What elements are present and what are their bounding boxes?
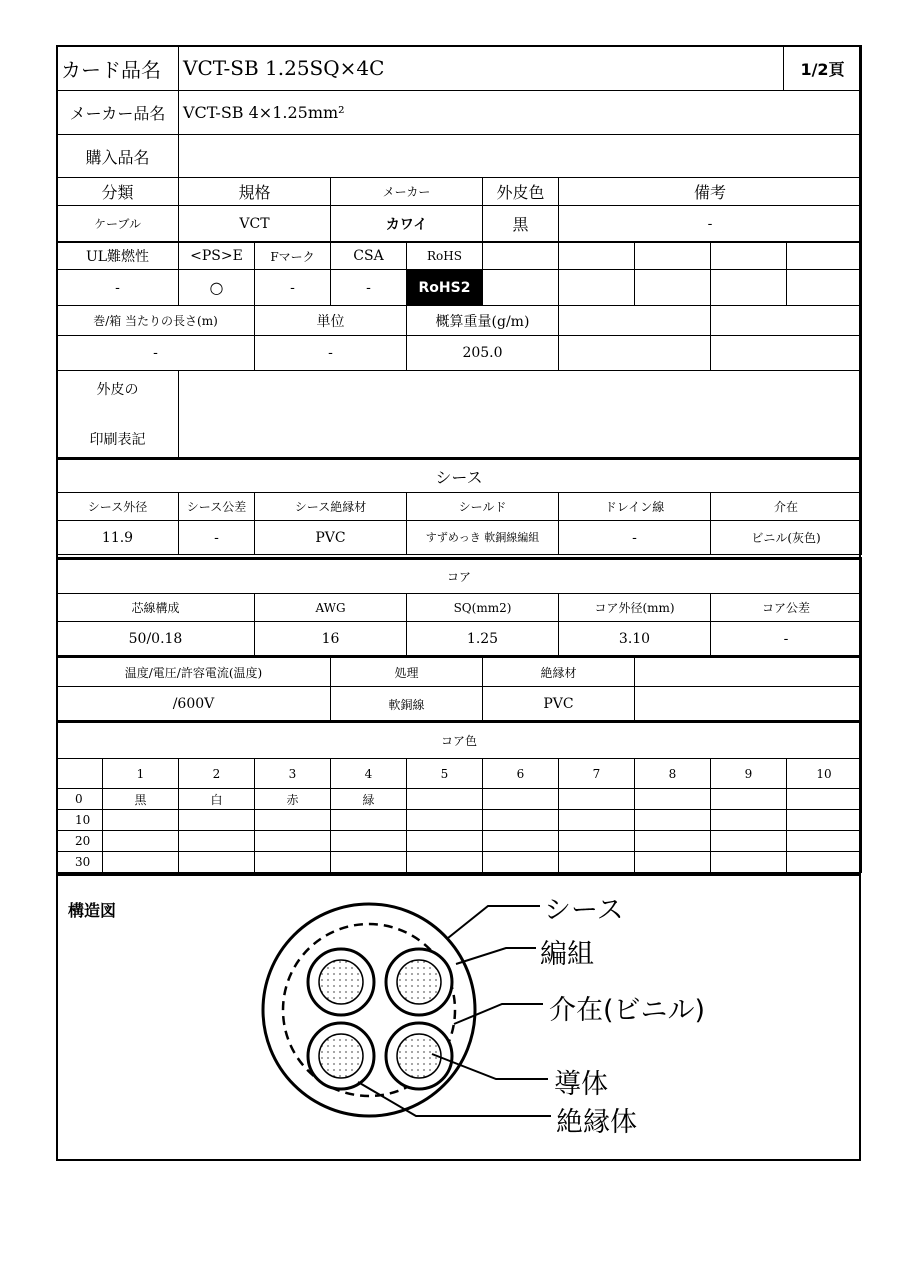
core-3: [308, 1023, 374, 1089]
class-value: カワイ: [331, 206, 483, 242]
core-table: [56, 557, 862, 657]
core-header: AWG: [255, 594, 407, 622]
cert-empty: [483, 243, 559, 270]
sheath-circle: [263, 904, 475, 1116]
core-color-row-label: 30: [57, 852, 103, 873]
length-header: 単位: [255, 306, 407, 336]
sheath-title: シース: [57, 459, 862, 493]
rating-empty: [635, 687, 862, 722]
core-color-cell: [331, 810, 407, 831]
rohs-badge: RoHS2: [407, 270, 483, 306]
cert-empty: [635, 243, 711, 270]
core-color-cell: [331, 831, 407, 852]
print-label-line1: 外皮の: [96, 382, 139, 398]
label-braid: 編組: [540, 939, 594, 970]
sheath-value: すずめっき 軟銅線編組: [407, 521, 559, 555]
cert-value: -: [255, 270, 331, 306]
maker-name-label: メーカー品名: [57, 91, 179, 135]
cert-table: [56, 242, 862, 306]
class-value: 黒: [483, 206, 559, 242]
cert-empty: [559, 270, 635, 306]
core-color-cell: [407, 789, 483, 810]
core-color-row: [57, 852, 862, 873]
core-color-row: [57, 831, 862, 852]
core-color-row: [57, 810, 862, 831]
core-color-row: [57, 789, 862, 810]
length-empty: [559, 336, 711, 371]
core-4: [386, 1023, 452, 1089]
core-color-cell: [103, 852, 179, 873]
core-color-row-label: 0: [57, 789, 103, 810]
length-value: 205.0: [407, 336, 559, 371]
sheath-header: シールド: [407, 493, 559, 521]
rating-header: 絶縁材: [483, 657, 635, 687]
class-header: 分類: [57, 178, 179, 206]
core-header: 芯線構成: [57, 594, 255, 622]
sheath-value: -: [179, 521, 255, 555]
cert-empty: [559, 243, 635, 270]
class-header: 備考: [559, 178, 862, 206]
core-color-cell: [179, 831, 255, 852]
sheath-value: 11.9: [57, 521, 179, 555]
core-value: -: [711, 622, 862, 657]
core-color-cell: [787, 852, 862, 873]
purchase-name-value: [179, 135, 862, 178]
class-header: 外皮色: [483, 178, 559, 206]
core-header: コア公差: [711, 594, 862, 622]
cable-cross-section: [56, 876, 861, 1161]
diagram-title: 構造図: [68, 901, 117, 920]
cert-value: -: [57, 270, 179, 306]
sheath-value: PVC: [255, 521, 407, 555]
print-label-line2: 印刷表記: [89, 432, 146, 448]
core-1: [308, 949, 374, 1015]
class-value: VCT: [179, 206, 331, 242]
rating-value: 軟銅線: [331, 687, 483, 722]
cert-value: ○: [179, 270, 255, 306]
core-color-cell: [635, 852, 711, 873]
core-color-cell: [407, 810, 483, 831]
classification-table: [56, 177, 862, 242]
sheath-header: 介在: [711, 493, 862, 521]
core-color-cell: [407, 852, 483, 873]
core-color-row-label: 10: [57, 810, 103, 831]
card-name-value: VCT-SB 1.25SQ×4C: [179, 46, 784, 91]
core-color-cell: [103, 831, 179, 852]
class-header: メーカー: [331, 178, 483, 206]
core-color-row-label: 20: [57, 831, 103, 852]
sheath-value: -: [559, 521, 711, 555]
core-color-cell: [179, 810, 255, 831]
sheath-header: シース絶縁材: [255, 493, 407, 521]
rating-value: PVC: [483, 687, 635, 722]
sheath-header: ドレイン線: [559, 493, 711, 521]
sheath-header: シース公差: [179, 493, 255, 521]
length-empty: [711, 306, 862, 336]
print-label: [57, 371, 179, 458]
print-value: [179, 371, 862, 458]
core-value: 50/0.18: [57, 622, 255, 657]
core-color-cell: [635, 810, 711, 831]
class-value: ケーブル: [57, 206, 179, 242]
core-color-cell: 黒: [103, 789, 179, 810]
core-color-col-header: 6: [483, 759, 559, 789]
core-2: [386, 949, 452, 1015]
rating-table: [56, 655, 862, 722]
core-color-col-header: 9: [711, 759, 787, 789]
cert-empty: [483, 270, 559, 306]
sheath-table: [56, 457, 862, 555]
core-color-col-header: 5: [407, 759, 483, 789]
rating-header: 温度/電圧/許容電流(温度): [57, 657, 331, 687]
core-color-cell: [407, 831, 483, 852]
cert-empty: [787, 270, 862, 306]
core-color-col-header: 2: [179, 759, 255, 789]
page-number: 1/2頁: [784, 46, 862, 91]
label-insulator: 絶縁体: [556, 1107, 637, 1138]
cert-header: CSA: [331, 243, 407, 270]
rating-value: /600V: [57, 687, 331, 722]
cert-empty: [635, 270, 711, 306]
label-conductor: 導体: [554, 1069, 608, 1100]
length-table: [56, 305, 862, 371]
core-value: 16: [255, 622, 407, 657]
card-name-label: カード品名: [57, 46, 179, 91]
core-value: 1.25: [407, 622, 559, 657]
core-color-cell: [787, 831, 862, 852]
core-color-col-header: 8: [635, 759, 711, 789]
core-color-cell: [255, 852, 331, 873]
core-color-col-header: 1: [103, 759, 179, 789]
length-empty: [711, 336, 862, 371]
cert-empty: [711, 270, 787, 306]
length-header: 概算重量(g/m): [407, 306, 559, 336]
core-color-corner: [57, 759, 103, 789]
core-color-cell: [711, 810, 787, 831]
core-color-cell: [635, 789, 711, 810]
core-color-cell: [331, 852, 407, 873]
core-color-cell: [483, 831, 559, 852]
print-table: [56, 370, 862, 458]
core-color-table: [56, 720, 862, 873]
core-color-cell: [559, 831, 635, 852]
cert-header: RoHS: [407, 243, 483, 270]
core-color-col-header: 3: [255, 759, 331, 789]
core-value: 3.10: [559, 622, 711, 657]
core-color-cell: [255, 810, 331, 831]
core-color-cell: [483, 852, 559, 873]
length-empty: [559, 306, 711, 336]
core-color-cell: 白: [179, 789, 255, 810]
core-color-col-header: 10: [787, 759, 862, 789]
core-color-col-header: 4: [331, 759, 407, 789]
cert-empty: [711, 243, 787, 270]
maker-name-value: VCT-SB 4×1.25mm²: [179, 91, 862, 135]
core-color-cell: [559, 810, 635, 831]
cert-header: Fマーク: [255, 243, 331, 270]
core-color-cell: 赤: [255, 789, 331, 810]
maker-table: [56, 90, 862, 178]
core-color-cell: [711, 852, 787, 873]
structure-diagram: [56, 873, 861, 1161]
core-color-cell: [559, 852, 635, 873]
cert-header: UL難燃性: [57, 243, 179, 270]
core-header: コア外径(mm): [559, 594, 711, 622]
core-color-cell: [483, 789, 559, 810]
core-color-cell: [179, 852, 255, 873]
rating-header: 処理: [331, 657, 483, 687]
core-color-cell: [483, 810, 559, 831]
rating-empty: [635, 657, 862, 687]
core-color-cell: [635, 831, 711, 852]
label-filler: 介在(ビニル): [549, 995, 706, 1026]
core-color-cell: [711, 831, 787, 852]
core-color-col-header: 7: [559, 759, 635, 789]
class-value: -: [559, 206, 862, 242]
core-color-cell: 緑: [331, 789, 407, 810]
purchase-name-label: 購入品名: [57, 135, 179, 178]
length-value: -: [255, 336, 407, 371]
cert-empty: [787, 243, 862, 270]
core-color-cell: [103, 810, 179, 831]
core-color-cell: [787, 789, 862, 810]
length-header: 巻/箱 当たりの長さ(m): [57, 306, 255, 336]
length-value: -: [57, 336, 255, 371]
sheath-value: ビニル(灰色): [711, 521, 862, 555]
core-color-cell: [711, 789, 787, 810]
sheath-header: シース外径: [57, 493, 179, 521]
core-header: SQ(mm2): [407, 594, 559, 622]
cert-header: <PS>E: [179, 243, 255, 270]
class-header: 規格: [179, 178, 331, 206]
core-color-cell: [787, 810, 862, 831]
core-color-title: コア色: [57, 722, 862, 759]
cert-value: -: [331, 270, 407, 306]
label-sheath: シース: [544, 895, 624, 926]
core-color-cell: [255, 831, 331, 852]
core-title: コア: [57, 559, 862, 594]
core-color-cell: [559, 789, 635, 810]
header-table: [56, 45, 862, 91]
